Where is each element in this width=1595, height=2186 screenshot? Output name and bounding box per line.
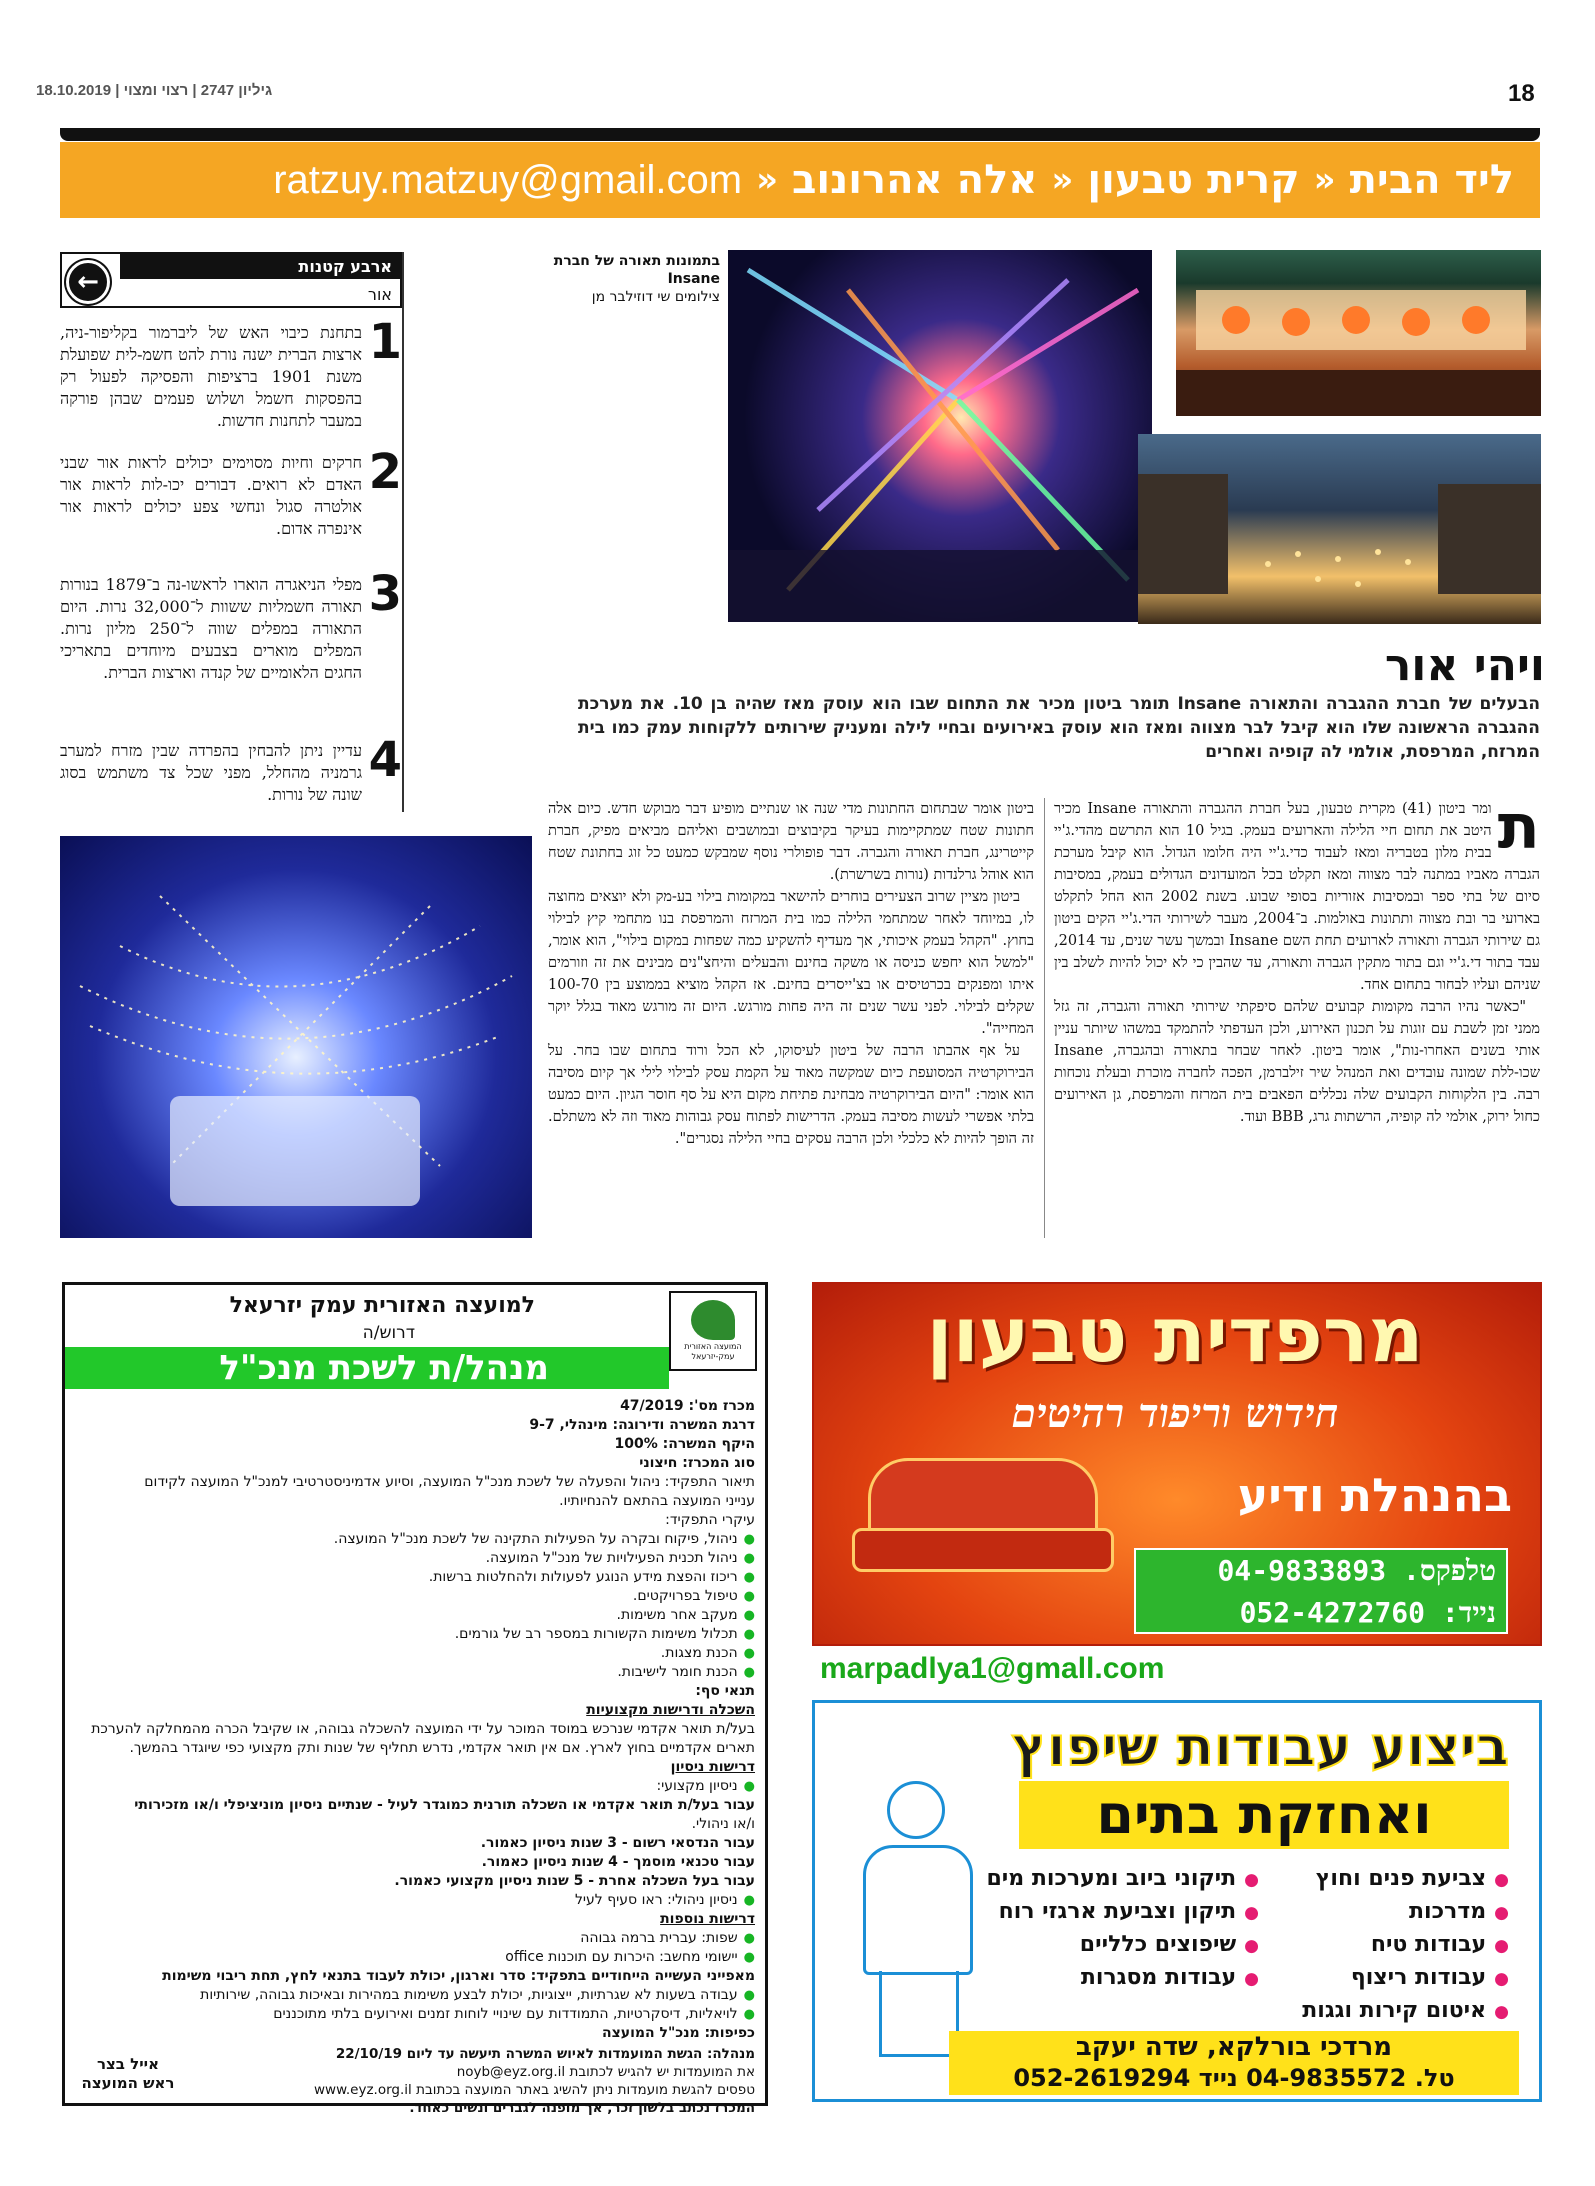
article-lead: הבעלים של חברת ההגברה והתאורה Insane תומר ביטון מכיר את התחום שבו הוא עוסק מאז שהיה בן 10. את מערכת ההגברה הראשונה שלו הוא קיבל לבר מצווה ומאז הוא עוסק באירועים ובחיי לילה ומעניק שירותים ללקוחות עמק כמו בית המרזח, המרפסת, אולמי לה קופיה ואחרים: [578, 694, 1540, 762]
article-paragraph: ביטון מציין שרוב הצעירים בוחרים להישאר במקומות בילוי בע-מק ולא יוצאים מחוצה לו, במיוחד לאחר שמתחמי הלילה כמו בית המרזח והמרפסת בנו מתחמי קיץ לבילוי בחוץ. "הקהל בעמק איכותי, אך מעדיף להשקיע כמה שפחות במקום בילוי", הוא אומר, "למשל הוא יחפש כניסה או משקה בחינם והבעלים והיחצ"נים מבינים את זה וזורמים איתו ומפנקים בכרטיסים או בצ'ייסרים בחינם. אז הקהל מוציא בממוצע בין 100-70 שקלים לבילוי. לפני עשר שנים זה היה פחות מורגש. היום זה מורגש מאוד בגלל יוקר המחייה".: [548, 889, 1034, 1037]
council-ad-line: ● הכנת חומר לישיבות.: [71, 1663, 755, 1682]
services-list-left: [986, 1863, 1259, 1995]
council-ad-line: סוג המכרז: חיצוני: [639, 1455, 755, 1471]
council-required: דרוש/ה: [362, 1323, 415, 1343]
signer-name: אייל בצר: [96, 2055, 160, 2073]
upholstery-manager: בהנהלת ודיע: [1237, 1468, 1512, 1522]
upholstery-email[interactable]: marpadlya1@gmall.com: [820, 1652, 1165, 1685]
banner-section: ליד הבית: [1349, 157, 1514, 203]
article-dropcap: ת: [1497, 790, 1540, 863]
tidbit-number: 2: [368, 444, 402, 500]
signer-title: ראש המועצה: [81, 2074, 175, 2092]
council-logo: [669, 1291, 757, 1371]
article-column-right: [1054, 790, 1540, 1128]
council-ad-line: דרישות ניסיון: [670, 1759, 755, 1775]
council-signature: [73, 2055, 183, 2093]
council-ad-line: מאפייני העשייה הייחודיים בתפקיד: סדר וארגון, יכולת לעבוד בתנאי לחץ, תחת ריבוי משימות: [162, 1968, 755, 1984]
tidbit-item: [60, 566, 402, 684]
aerial-lights-graphic: [60, 836, 532, 1238]
service-item: ● מדרכות: [1269, 1896, 1509, 1929]
council-ad-body: [71, 1397, 755, 2043]
tidbit-text: חרקים וחיות מסוימים יכולים לראות אור שבני האדם לא רואים. דבורים יכו-לות לראות אור אולטרה סגול ונחשי צפע יכולים לראות אור אינפרה אדום.: [60, 453, 362, 538]
renovation-ad: [812, 1700, 1542, 2102]
article-paragraph: "כאשר נהיו הרבה מקומות קבועים שלהם סיפקתי שירותי תאורה והגברה, זה גזל ממני זמן לשבת עם זוגות על תכנון האירוע, ולכן העדפתי להתמקד במשהו שיותר עניין אותי בשנים האחרו-נות", אומר ביטון. לאחר שבחר בתאורה ובהגברה, Insane שכו-ללת שמונה עובדים ואת המנהל שיר זילברמן, הפכה לחברה מוכרת ובעלת נוכחות רבה. בין הלקוחות הקבועים שלה נכללים הפאבים בית המרזח והמרפסת, גן האירועים כחול ירוק, אולמי לה קופיה, הרשתות גרג, BBB ועוד.: [1054, 999, 1540, 1125]
painter-worker-icon: [829, 1771, 1009, 2063]
council-ad-line: עבור טכנאי מוסמך - 4 שנות ניסיון כאמור.: [481, 1854, 755, 1870]
tidbit-number: 1: [368, 314, 402, 370]
tidbit-item: [60, 314, 402, 432]
council-ad-line: ● טיפול בפרויקטים.: [71, 1587, 755, 1606]
street-graphic: [1138, 434, 1541, 624]
service-item: ● עבודות ריצוף: [1269, 1962, 1509, 1995]
stage-lights-graphic: [728, 250, 1152, 622]
council-ad-line: עיקרי התפקיד:: [665, 1512, 755, 1528]
services-list-right: [1269, 1863, 1509, 2028]
banner-author: אלה אהרונוב: [792, 157, 1038, 203]
banner-town: קרית טבעון: [1087, 157, 1300, 203]
council-ad-line: ● ניסיון ניהולי: ראו סעיף לעיל: [71, 1891, 755, 1910]
service-item: ● צביעת פנים וחוץ: [1269, 1863, 1509, 1896]
hall-graphic: [1176, 250, 1541, 416]
council-footer-line: מנהלה: הגשת המועמדות לאיוש המשרה תיעשה עד ליום 22/10/19: [335, 2046, 755, 2062]
council-logo-text: המועצה האזורית עמק-יזרעאל: [684, 1342, 742, 1361]
article-title: ויהי אור: [1384, 640, 1545, 691]
page-number: 18: [1508, 80, 1535, 107]
renovation-contact-name: מרדכי בורלקא, שדה יעקב: [1075, 2032, 1393, 2062]
upholstery-subtitle: חידוש וריפוד רהיטים: [1011, 1390, 1339, 1437]
council-org-name: למועצה האזורית עמק יזרעאל: [229, 1293, 535, 1318]
council-footer-line[interactable]: את המועמדות יש להגיש לכתובת noyb@eyz.org.il: [456, 2064, 755, 2080]
tidbit-number: 3: [368, 566, 402, 622]
aerial-night-event-photo: [60, 836, 532, 1238]
council-ad-line: עבור בעל השכלה אחרת - 5 שנות ניסיון מקצועי כאמור.: [394, 1873, 755, 1889]
council-ad-line: היקף המשרה: 100%: [614, 1436, 755, 1452]
banner-separator-3: «: [756, 160, 779, 200]
service-item: ● שיפוצים כלליים: [1019, 1929, 1259, 1962]
tidbits-subtitle: אור: [367, 285, 392, 304]
event-hall-photo: [1176, 250, 1541, 416]
council-footer-line: המכרז נכתב בלשון זכר, אך מופנה לגברים ונשים כאחד.: [409, 2100, 755, 2116]
council-ad-line: דרישות נוספות: [660, 1911, 755, 1927]
council-ad-line: תארים אקדמיים בחוץ לארץ. אם אין תואר אקדמי, נדרש תחליף של שנות ותק מקצועי כפי שיוגדר בהמשך.: [129, 1740, 755, 1756]
council-ad-line: ● מעקב אחר משימות.: [71, 1606, 755, 1625]
upholstery-title: מרפדית טבעון: [926, 1290, 1424, 1379]
tidbit-text: מפלי הניאגרה הוארו לראשו-נה ב־1879 בנורות תאורה חשמליות ששוות ל־32,000 נרות. היום התאורה במפלים שווה ל־250 מליון נרות. המפלים מוארים בצבעים מיוחדים בתאריכי החגים הלאומיים של קנדה וארצות הברית.: [60, 575, 362, 682]
council-ad-line: כפיפות: מנכ"ל המועצה: [602, 2025, 755, 2041]
council-ad-line: השכלה ודרישות מקצועיות: [586, 1702, 755, 1718]
renovation-contact: [949, 2031, 1519, 2095]
banner-email[interactable]: ratzuy.matzuy@gmail.com: [273, 157, 743, 202]
council-ad-line: מכרז מס': 47/2019: [620, 1398, 755, 1414]
header-rule: [60, 128, 1540, 141]
council-ad-line: ● לויאליות, דיסקרטיות, התמודדות עם שינויי לוחות זמנים ואירועים בלתי מתוכננים: [71, 2005, 755, 2024]
tidbit-item: [60, 732, 402, 806]
tidbit-number: 4: [368, 732, 402, 788]
section-banner: [60, 142, 1540, 218]
photo-caption: [550, 252, 720, 306]
council-ad-line: ● עבודה בשעות לא שגרתיות, ייצוגיות, יכולת לבצע משימות במהירות ובאיכות גבוהה, שירותיות: [71, 1986, 755, 2005]
upholstery-ad: [812, 1282, 1542, 1646]
article-column-left: [548, 798, 1034, 1150]
council-job-ad: [62, 1282, 768, 2116]
tidbit-text: בתחנת כיבוי האש של ליברמור בקליפור-ניה, ארצות הברית ישנה נורת להט חשמ-לית שפועלת משנת 1901 ברציפות והפסיקה לפעול רק בהפסקות חשמל ושלוש פעמים שבהן פורקה במעבר לתחנות חדשות.: [60, 323, 363, 430]
arrow-left-icon: ←: [66, 260, 110, 304]
council-ad-line: תיאור התפקיד: ניהול והפעלה של לשכת מנכ"ל המועצה, וסיוע אדמיניסטרטיבי למנכ"ל המועצה לקידום: [144, 1474, 755, 1490]
service-item: ● עבודות מסגרות: [1019, 1962, 1259, 1995]
council-ad-line: בעל/ת תואר אקדמי שנרכש במוסד המוכר על ידי המועצה להשכלה גבוהה, או שקיבל הכרה מהמחלקה להערכת: [91, 1721, 755, 1737]
council-ad-line: ● ניסיון מקצועי:: [71, 1777, 755, 1796]
council-ad-line: ו/או ניהולי.: [691, 1816, 755, 1832]
council-ad-line: עבור בעל/ת תואר אקדמי או השכלה תורנית כמוגדר לעיל - שנתיים ניסיון מוניציפלי ו/או מזכירותי: [134, 1797, 755, 1813]
council-footer-line[interactable]: טפסים להגשת מועמדות ניתן להשיג באתר המועצה בכתובת www.eyz.org.il: [314, 2082, 755, 2098]
tidbits-title: ארבע קטנות: [120, 254, 400, 279]
council-ad-line: ● יישומי מחשב: היכרות עם תוכנות office: [71, 1948, 755, 1967]
council-ad-line: ● תכלול משימות הקשורות במספר רב של גורמים.: [71, 1625, 755, 1644]
tidbit-text: עדיין ניתן להבחין בהפרדה שבין מזרח למערב גרמניה מהחלל, מפני שכל צד משתמש בסוג שונה של נורות.: [60, 741, 362, 804]
renovation-subtitle: ואחזקת בתים: [1019, 1781, 1509, 1849]
article-paragraph: ביטון אומר שבתחום החתונות מדי שנה או שנתיים מופיע דבר מבוקש חדש. כיום אלה חתונות שטח שמתקיימות בעיקר בקיבוצים ובמושבים ואליהם מביאים מפיק, חברת קייטרינג, חברת תאורה והגברה. דבר פופולרי נוסף שמבקש כמעט כל זוג בחתונת שטח הוא אוהל גרלנדות (נורות בשרשרת).: [548, 801, 1034, 883]
photo-caption-main: בתמונות תאורה של חברת Insane: [553, 253, 720, 287]
tidbits-header: [60, 252, 402, 308]
banner-separator-2: «: [1051, 160, 1074, 200]
night-street-event-photo: [1138, 434, 1541, 624]
council-ad-line: ● הכנת מצגות.: [71, 1644, 755, 1663]
issue-line: 18.10.2019 | גיליון 2747 | רצוי ומצוי: [36, 82, 273, 99]
council-ad-line: דרגת המשרה ודירוגה: מינהלי, 9-7: [529, 1417, 755, 1433]
council-ad-line: עבור הנדסאי רשום - 3 שנות ניסיון כאמור.: [480, 1835, 755, 1851]
council-ad-line: ● ניהול, פיקוח ובקרה על הפעילות התקינה של לשכת מנכ"ל המועצה.: [71, 1530, 755, 1549]
upholstery-phone-fax: טלפקס. 04-9833893: [1217, 1554, 1496, 1587]
leaf-logo-icon: [691, 1300, 735, 1340]
service-item: ● תיקוני ביוב ומערכות מים: [1019, 1863, 1259, 1896]
council-ad-line: ענייני המועצה בהתאם להנחיותיו.: [559, 1493, 755, 1509]
column-divider: [1044, 798, 1045, 1238]
council-ad-line: ● ניהול תכנית הפעילויות של מנכ"ל המועצה.: [71, 1549, 755, 1568]
photo-credit: צילומים שי דוזילבר מן: [591, 289, 720, 305]
council-ad-line: תנאי סף:: [695, 1683, 755, 1699]
service-item: ● תיקון וצביעת ארגזי רוח: [1019, 1896, 1259, 1929]
tidbits-sidebar: [60, 252, 402, 812]
service-item: ● איטום קירות וגגות: [1269, 1995, 1509, 2028]
upholstery-phones: [1134, 1548, 1508, 1634]
council-ad-line: ● שפות: עברית ברמה גבוהה: [71, 1929, 755, 1948]
tidbit-item: [60, 444, 402, 540]
renovation-title: ביצוע עבודות שיפוץ: [1011, 1715, 1509, 1778]
service-item: ● עבודות טיח: [1269, 1929, 1509, 1962]
council-ad-line: ● ריכוז והפצת מידע הנוגע לפעולות ולהחלטות ברשות.: [71, 1568, 755, 1587]
council-position-title: מנהל/ת לשכת מנכ"ל: [65, 1347, 669, 1389]
council-ad-footer: [195, 2045, 755, 2117]
sidebar-divider: [402, 252, 404, 812]
article-paragraph: ומר ביטון (41) מקרית טבעון, בעל חברת ההגברה והתאורה Insane מכיר היטב את תחום חיי הלילה והארועים בעמק. בגיל 10 הוא התרשם מהדי.ג'יי בבית מלון בטבריה ומאז לעבוד כדי.ג'יי היה חלומו הגדול. הוא קיבל מערכת הגברה מאביו במתנה לבר מצווה ומאז תקלט בכל המועדונים הגדולים בעמק, במסיבות סיום של בתי ספר ובמסיבות אזוריות בסופי שבוע. בשנת 2002 הוא החל לתקלט בארועי בר ובת מצווה ותתונות באולמות. ב־2004, מעבר לשירותי הדי.ג'יי הקים ביטון גם שירותי הגברה ותאורה לארועים תחת השם Insane ובמשך עשר שנים, עד 2014, עבד בתור די.ג'יי וגם בתור מתקין הגברה ותאורה, עד שהבין כי לא יכול להיות לשלב בין שניהם ועליו לבחור בתחום אחד.: [1054, 801, 1540, 993]
article-paragraph: על אף אהבתו הרבה של ביטון לעיסוקו, לא הכל ורוד בתחום שבו בחר. על הבירוקרטיה המסועפת כיום שמקשה מאוד על הקמת עסק לבילוי לילי אך קיום מסיבה הוא אומר: "היום הבירוקרטיה מבחינת פתיחת מקום היא על סף חוסר הגיון. היום כמעט בלתי אפשרי לעשות מסיבה בעמק. הדרישות לפתוח עסק גבוהות מאוד וזה לא משתלם. זה הופך להיות לא כלכלי ולכן הרבה עסקים בחיי הלילה נסגרים".: [548, 1043, 1034, 1147]
concert-lighting-photo: [728, 250, 1152, 622]
sofa-icon: [848, 1448, 1118, 1598]
banner-separator-1: «: [1313, 160, 1336, 200]
renovation-contact-phone: טל. 04-9835572 נייד 052-2619294: [1013, 2064, 1455, 2092]
upholstery-phone-mobile: נייד: 052-4272760: [1239, 1596, 1496, 1629]
